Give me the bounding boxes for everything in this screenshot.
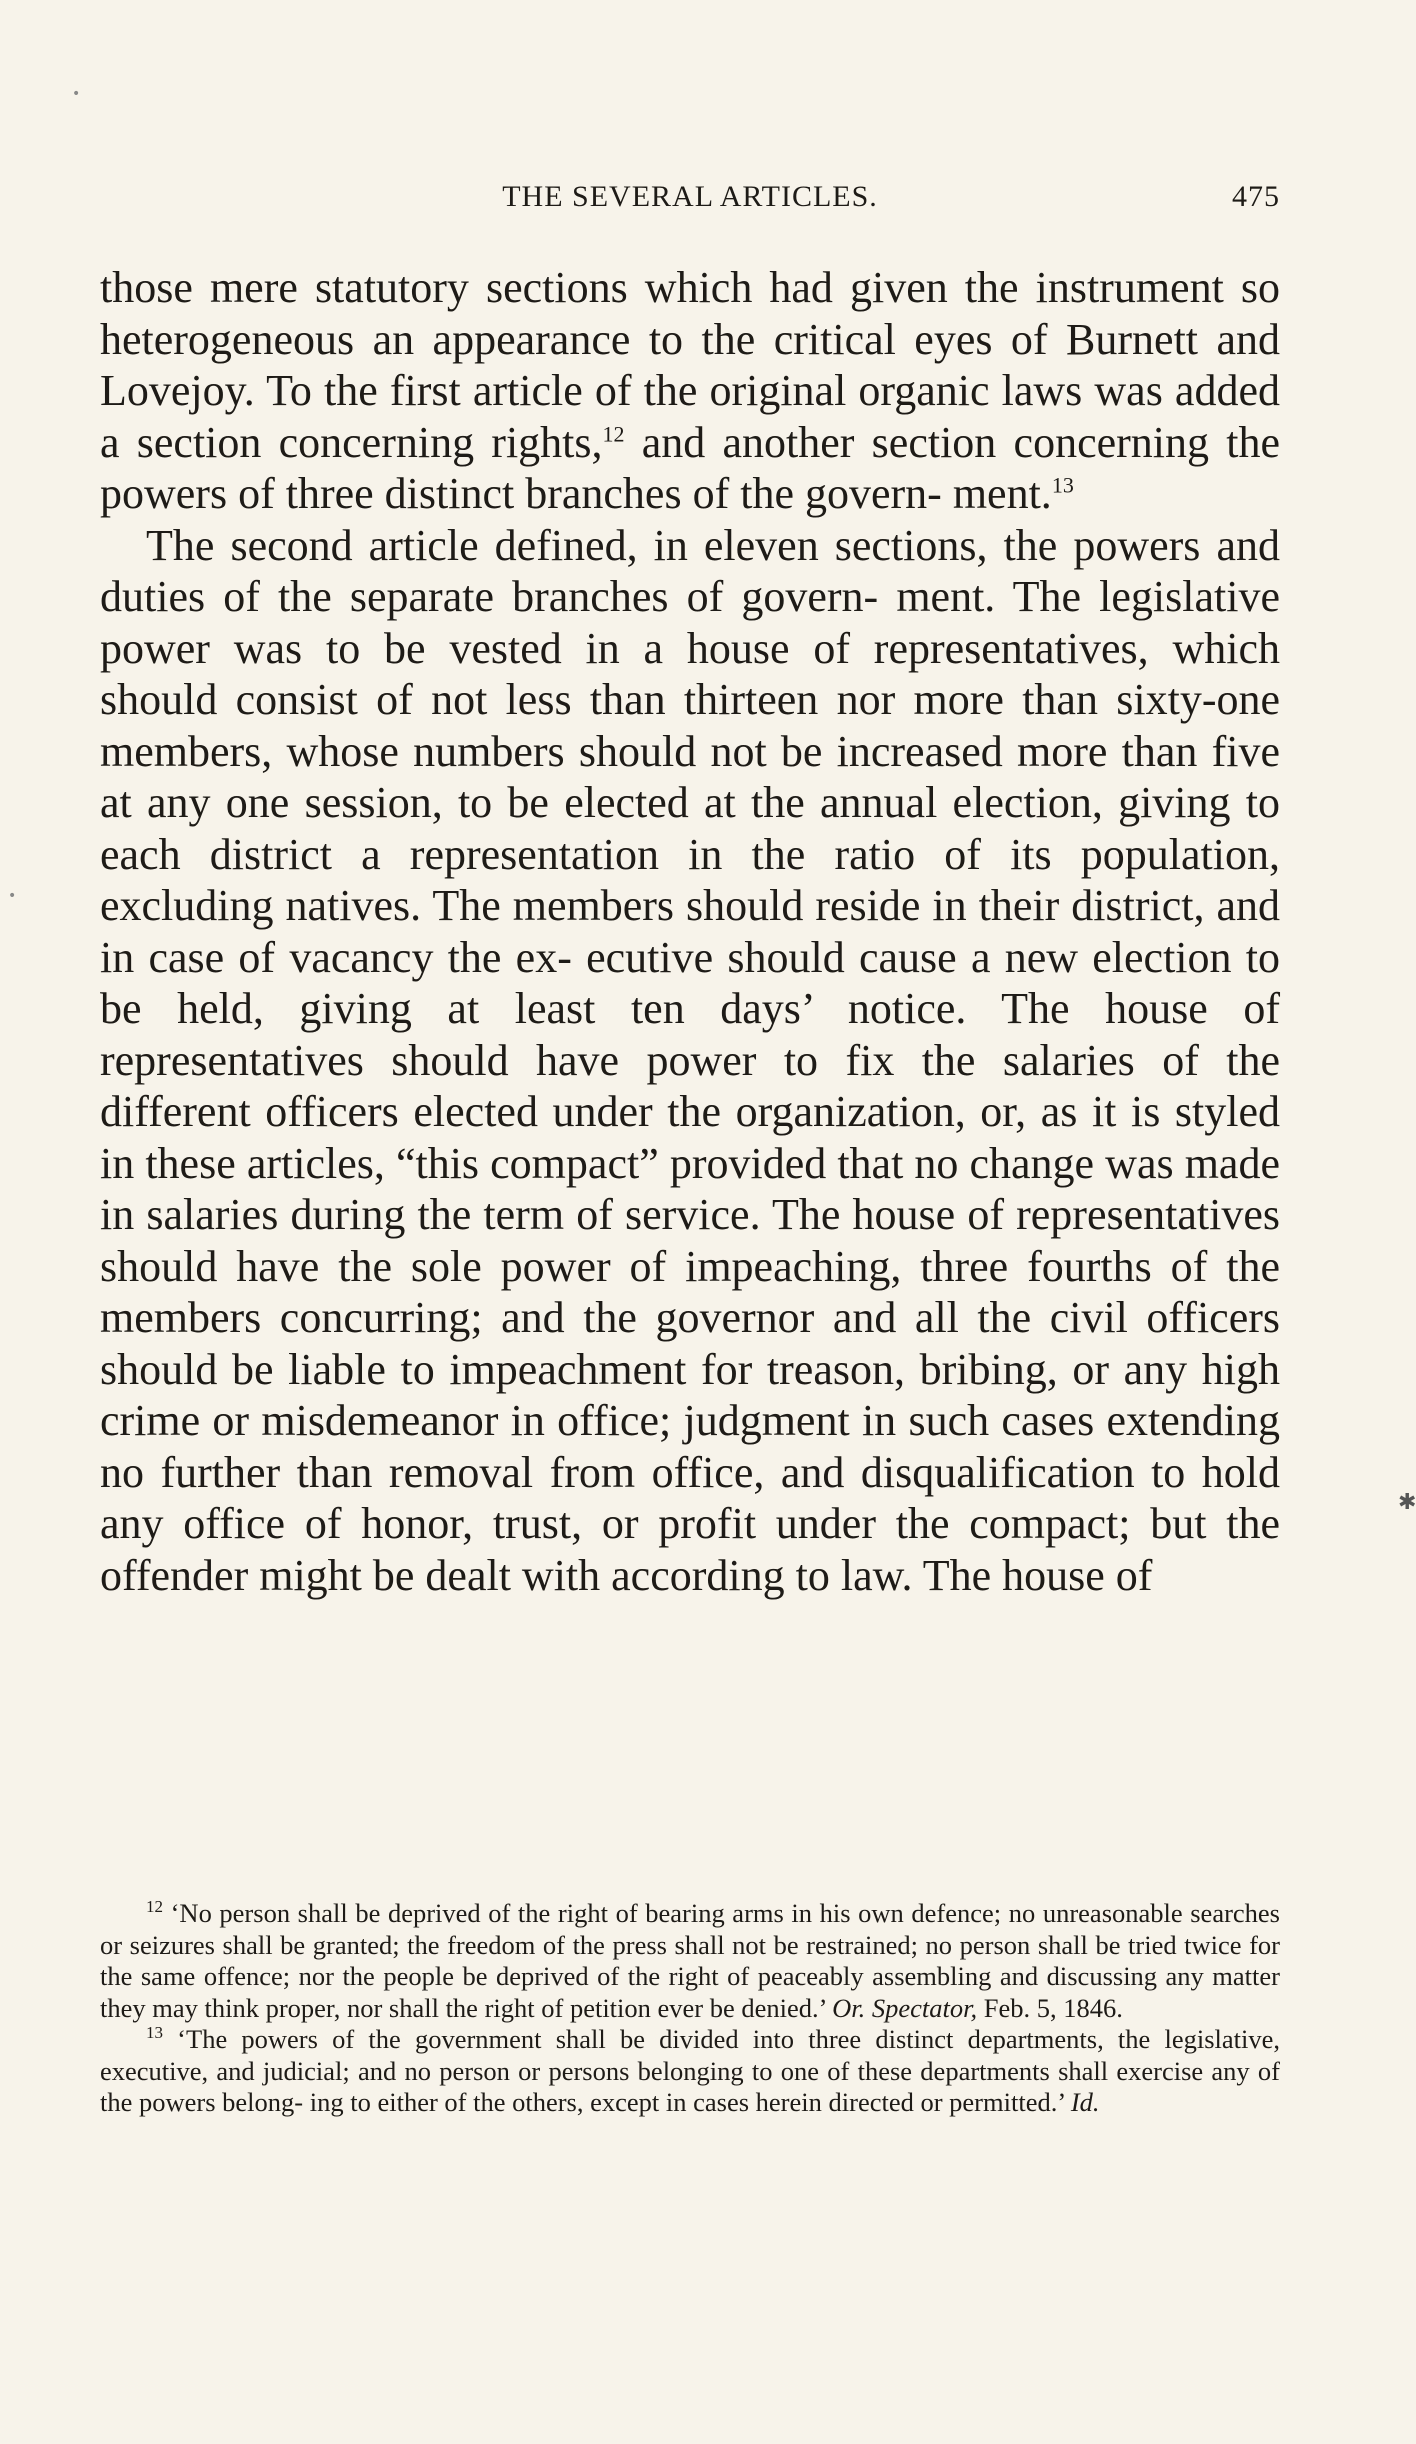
running-title: THE SEVERAL ARTICLES. (502, 180, 878, 213)
paragraph-1-part-2: and another section concerning the powers of three distinct branches of the govern- ment. (100, 417, 1280, 518)
footnote-citation-12: Or. Spectator, (832, 1992, 978, 2023)
paragraph-1-part-1: those mere statutory sections which had given the instrument so heterogeneous an appearance to the critical eyes of Burnett and Lovejoy. To the first article of the original organic laws was added a section concerning rights, (100, 263, 1280, 467)
paragraph-2: The second article defined, in eleven sections, the powers and duties of the separate branches of govern- ment. The legislative power was to be vested in a house of representatives, which should consist of not less than thirteen nor more than sixty-one members, whose numbers should not be increased more than five at any one session, to be elected at the annual election, giving to each district a representation in the ratio of its population, excluding natives. The members should reside in their district, and in case of vacancy the ex- ecutive should cause a new election to be held, giving at least ten days’ notice. The house of representatives should have power to fix the salaries of the different officers elected under the organization, or, as it is styled in these articles, “this compact” provided that no change was made in salaries during the term of service. The house of representatives should have the sole power of impeaching, three fourths of the members concurring; and the governor and all the civil officers should be liable to impeachment for treason, bribing, or any high crime or misdemeanor in office; judgment in such cases extending no further than removal from office, and disqualification to hold any office of honor, trust, or profit under the compact; but the offender might be dealt with according to law. The house of (100, 520, 1280, 1600)
footnote-number-12: 12 (146, 1897, 163, 1917)
paragraph-1 (100, 262, 1280, 520)
margin-dot-icon: • (8, 888, 17, 904)
footnote-text-12: ‘No person shall be deprived of the right of bearing arms in his own defence; no unreasonable searches or seizures shall be granted; the freedom of the press shall not be restrained; no person shall be tried twice for the same offence; nor the people be deprived of the right of peaceably assembling and discussing any matter they may think proper, nor shall the right of petition ever be denied.’ (100, 1898, 1280, 2023)
page-number: 475 (1232, 180, 1280, 213)
footnote-ref-13: 13 (1051, 472, 1074, 498)
body-text (100, 262, 1280, 1601)
footnote-tail-12: Feb. 5, 1846. (977, 1992, 1123, 2023)
footnote-number-13: 13 (146, 2023, 163, 2043)
footnote-citation-13: Id. (1070, 2087, 1100, 2117)
footnote-text-13: ‘The powers of the government shall be divided into three distinct departments, the legislative, executive, and judicial; and no person or persons belonging to one of these departments shall exercise any of the powers belong- ing to either of the others, except in cases herein directed or permitted.’ (100, 2024, 1280, 2117)
footnotes (100, 1898, 1280, 2119)
footnote-12 (100, 1898, 1280, 2024)
margin-dot-icon: • (72, 86, 81, 102)
footnote-13 (100, 2024, 1280, 2119)
footnote-ref-12: 12 (602, 420, 625, 446)
margin-asterisk-icon: ✱ (1398, 1490, 1416, 1515)
running-head (100, 180, 1280, 220)
